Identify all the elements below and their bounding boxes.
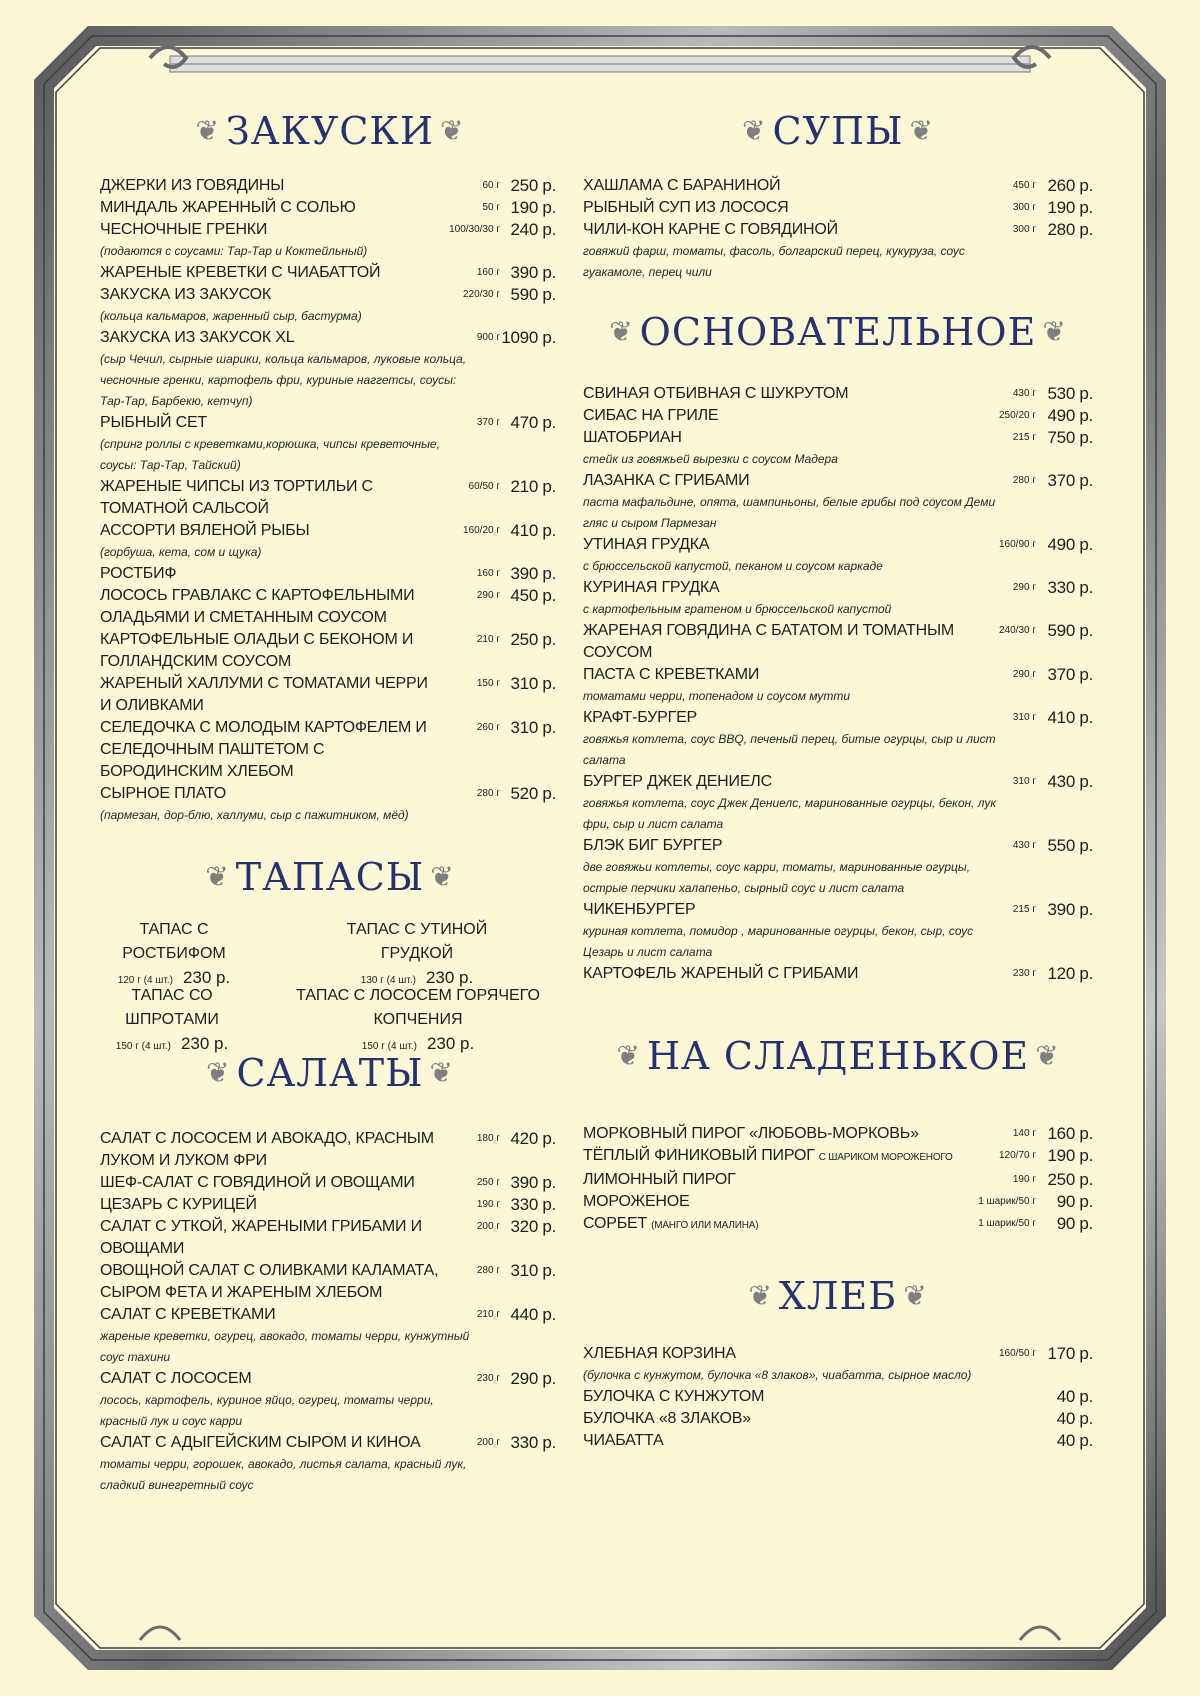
item-name <box>583 1386 1093 1408</box>
item-weight: 50 г <box>482 202 500 213</box>
item-name-text: САЛАТ С АДЫГЕЙСКИМ СЫРОМ И КИНОА <box>100 1434 421 1451</box>
menu-item <box>100 1432 560 1496</box>
item-weight: 310 г <box>1012 776 1036 787</box>
item-description: говяжий фарш, томаты, фасоль, болгарский перец, кукуруза, соус гуакамоле, перец чили <box>583 244 965 279</box>
hleb-list <box>583 1343 1093 1452</box>
menu-item <box>100 1304 560 1368</box>
menu-item <box>100 520 560 563</box>
item-name-text: ТЁПЛЫЙ ФИНИКОВЫЙ ПИРОГ <box>583 1147 815 1164</box>
item-weight: 280 г <box>1012 475 1036 486</box>
menu-item <box>100 783 560 826</box>
item-price: 260 р. <box>1047 176 1093 195</box>
item-price: 40 р. <box>1056 1387 1093 1406</box>
item-name-text: СИБАС НА ГРИЛЕ <box>583 407 719 424</box>
item-name-text: РЫБНЫЙ СУП ИЗ ЛОСОСЯ <box>583 199 789 216</box>
item-weight: 230 г <box>476 1373 500 1384</box>
item-price: 330 р. <box>510 1195 556 1214</box>
item-price: 390 р. <box>510 1173 556 1192</box>
ornament-icon: ❦ <box>742 114 767 147</box>
item-price: 280 р. <box>1047 220 1093 239</box>
item-weight: 290 г <box>1012 669 1036 680</box>
menu-item <box>583 427 1093 470</box>
ornament-icon: ❦ <box>909 114 934 147</box>
item-description: паста мафальдине, опята, шампиньоны, белые грибы под соусом Деми гляс и сыром Пармезан <box>583 495 996 530</box>
item-price: 240 р. <box>510 220 556 239</box>
item-price: 290 р. <box>510 1369 556 1388</box>
item-price: 370 р. <box>1047 665 1093 684</box>
item-name-text: ЛИМОННЫЙ ПИРОГ <box>583 1171 736 1188</box>
menu-item <box>100 629 560 673</box>
menu-item <box>583 577 1093 620</box>
item-weight: 150 г (4 шт.) <box>115 1041 171 1052</box>
item-name-text: ЖАРЕНЫЕ КРЕВЕТКИ С ЧИАБАТТОЙ <box>100 264 381 281</box>
item-weight: 310 г <box>1012 712 1036 723</box>
item-description: говяжья котлета, соус BBQ, печеный перец, битые огурцы, сыр и лист салата <box>583 732 996 767</box>
menu-item <box>100 1368 560 1432</box>
tapas-item <box>94 918 254 993</box>
item-name: ТАПАС С УТИНОЙ ГРУДКОЙ <box>346 921 488 962</box>
item-weight: 160/50 г <box>998 1348 1036 1359</box>
item-name-text: СЫРНОЕ ПЛАТО <box>100 785 227 802</box>
osnovatelnoe-list <box>583 383 1093 985</box>
item-weight: 300 г <box>1012 224 1036 235</box>
item-name-text: РЫБНЫЙ СЕТ <box>100 414 208 431</box>
item-name-text: ЖАРЕНЫЕ ЧИПСЫ ИЗ ТОРТИЛЬИ С ТОМАТНОЙ САЛЬСОЙ <box>100 478 373 517</box>
item-weight: 100/30/30 г <box>449 224 500 235</box>
item-name-text: ХЛЕБНАЯ КОРЗИНА <box>583 1345 736 1362</box>
item-description: куриная котлета, помидор , маринованные огурцы, бекон, сыр, соус Цезарь и лист салата <box>583 924 974 959</box>
item-description: (спринг роллы с креветками,корюшка, чипсы креветочные, соусы: Тар-Тар, Тайский) <box>100 437 440 472</box>
item-description: лосось, картофель, куриное яйцо, огурец, томаты черри, красный лук и соус карри <box>100 1393 434 1428</box>
item-weight: 200 г <box>476 1221 500 1232</box>
zakuski-list <box>100 175 560 826</box>
ornament-icon: ❦ <box>1035 1039 1060 1072</box>
item-description: томаты черри, горошек, авокадо, листья салата, красный лук, сладкий винегретный соус <box>100 1457 467 1492</box>
item-price: 160 р. <box>1047 1124 1093 1143</box>
menu-item <box>100 717 560 783</box>
item-name-text: БЛЭК БИГ БУРГЕР <box>583 837 723 854</box>
item-weight: 210 г <box>476 1309 500 1320</box>
item-name: ТАПАС С ЛОСОСЕМ ГОРЯЧЕГО КОПЧЕНИЯ <box>296 987 540 1028</box>
item-name-text: СОРБЕТ <box>583 1215 648 1232</box>
item-name-text: ШАТОБРИАН <box>583 429 682 446</box>
item-price: 590 р. <box>510 285 556 304</box>
section-heading-hleb: ❦ ХЛЕБ ❦ <box>748 1274 928 1318</box>
item-note: (МАНГО ИЛИ МАЛИНА) <box>651 1220 759 1231</box>
item-weight: 280 г <box>476 1265 500 1276</box>
item-weight: 60/50 г <box>468 481 500 492</box>
item-name-text: ЛАЗАНКА С ГРИБАМИ <box>583 472 750 489</box>
item-price: 370 р. <box>1047 471 1093 490</box>
menu-item <box>100 1260 560 1304</box>
item-description: жареные креветки, огурец, авокадо, томаты черри, кунжутный соус тахини <box>100 1329 470 1364</box>
item-name-text: СЕЛЕДОЧКА С МОЛОДЫМ КАРТОФЕЛЕМ И СЕЛЕДОЧНЫМ ПАШТЕТОМ С БОРОДИНСКИМ ХЛЕБОМ <box>100 719 427 780</box>
ornament-icon: ❦ <box>205 860 230 893</box>
item-price: 90 р. <box>1056 1192 1093 1211</box>
menu-item <box>583 620 1093 664</box>
item-description: с картофельным гратеном и брюссельской капустой <box>583 602 892 616</box>
menu-item <box>583 1343 1093 1386</box>
item-price: 40 р. <box>1056 1431 1093 1450</box>
item-price: 530 р. <box>1047 384 1093 403</box>
item-name-text: ЗАКУСКА ИЗ ЗАКУСОК XL <box>100 329 295 346</box>
item-price: 210 р. <box>510 477 556 496</box>
item-weight: 430 г <box>1012 388 1036 399</box>
item-name-text: ЗАКУСКА ИЗ ЗАКУСОК <box>100 286 271 303</box>
menu-item <box>583 383 1093 405</box>
item-name-text: ШЕФ-САЛАТ С ГОВЯДИНОЙ И ОВОЩАМИ <box>100 1174 415 1191</box>
item-weight: 120/70 г <box>998 1150 1036 1161</box>
item-weight: 240/30 г <box>998 625 1036 636</box>
right-column <box>583 100 1093 1452</box>
item-price: 90 р. <box>1056 1214 1093 1233</box>
tapasy-grid <box>100 918 560 1053</box>
menu-item <box>583 1386 1093 1408</box>
item-weight: 220/30 г <box>462 289 500 300</box>
item-weight: 250/20 г <box>998 410 1036 421</box>
item-name-text: ЧИАБАТТА <box>583 1432 664 1449</box>
menu-item <box>100 284 560 327</box>
item-name-text: КАРТОФЕЛЬ ЖАРЕНЫЙ С ГРИБАМИ <box>583 965 859 982</box>
menu-item <box>100 219 560 262</box>
menu-item <box>100 412 560 476</box>
ornament-icon: ❦ <box>429 1056 454 1089</box>
menu-item <box>583 707 1093 771</box>
item-price: 470 р. <box>510 413 556 432</box>
ornament-icon: ❦ <box>616 1039 641 1072</box>
item-weight: 300 г <box>1012 202 1036 213</box>
item-weight: 1 шарик/50 г <box>978 1196 1036 1207</box>
section-heading-tapasy: ❦ ТАПАСЫ ❦ <box>205 855 455 899</box>
item-name: ТАПАС С РОСТБИФОМ <box>122 921 226 962</box>
item-weight: 190 г <box>1012 1174 1036 1185</box>
item-weight: 160 г <box>476 267 500 278</box>
item-description: (горбуша, кета, сом и щука) <box>100 545 262 559</box>
item-weight: 160/90 г <box>998 539 1036 550</box>
item-name-text: ДЖЕРКИ ИЗ ГОВЯДИНЫ <box>100 177 285 194</box>
item-name-text: АССОРТИ ВЯЛЕНОЙ РЫБЫ <box>100 522 310 539</box>
menu-item <box>583 1123 1093 1145</box>
item-weight: 450 г <box>1012 180 1036 191</box>
menu-item <box>583 175 1093 197</box>
item-price: 250 р. <box>1047 1170 1093 1189</box>
menu-item <box>583 1145 1093 1169</box>
item-price: 490 р. <box>1047 535 1093 554</box>
item-name-text: ЧЕСНОЧНЫЕ ГРЕНКИ <box>100 221 268 238</box>
item-weight: 190 г <box>476 1199 500 1210</box>
item-description: (подаются с соусами: Тар-Тар и Коктейльный) <box>100 244 368 258</box>
menu-item <box>583 1213 1093 1237</box>
item-name-text: ЛОСОСЬ ГРАВЛАКС С КАРТОФЕЛЬНЫМИ ОЛАДЬЯМИ И СМЕТАННЫМ СОУСОМ <box>100 587 415 626</box>
item-price: 330 р. <box>510 1433 556 1452</box>
item-weight: 210 г <box>476 634 500 645</box>
menu-item <box>583 771 1093 835</box>
item-name-text: ПАСТА С КРЕВЕТКАМИ <box>583 666 760 683</box>
item-price: 250 р. <box>510 176 556 195</box>
menu-item <box>100 476 560 520</box>
item-price: 520 р. <box>510 784 556 803</box>
section-heading-salaty: ❦ САЛАТЫ ❦ <box>205 1051 454 1095</box>
item-weight: 140 г <box>1012 1128 1036 1139</box>
item-name-text: ЖАРЕНЫЙ ХАЛЛУМИ С ТОМАТАМИ ЧЕРРИ И ОЛИВКАМИ <box>100 675 428 714</box>
item-price: 230 р. <box>182 968 231 987</box>
item-weight: 290 г <box>1012 582 1036 593</box>
ornament-icon: ❦ <box>1042 315 1067 348</box>
item-price: 390 р. <box>510 263 556 282</box>
item-name-text: КАРТОФЕЛЬНЫЕ ОЛАДЬИ С БЕКОНОМ И ГОЛЛАНДСКИМ СОУСОМ <box>100 631 414 670</box>
ornament-icon: ❦ <box>205 1056 231 1089</box>
item-price: 1090 р. <box>501 328 556 347</box>
item-name-text: КУРИНАЯ ГРУДКА <box>583 579 720 596</box>
item-name-text: ЧИКЕНБУРГЕР <box>583 901 696 918</box>
item-description: (пармезан, дор-блю, халлуми, сыр с пажитником, мёд) <box>100 808 409 822</box>
item-name-text: ЦЕЗАРЬ С КУРИЦЕЙ <box>100 1196 257 1213</box>
menu-item <box>583 405 1093 427</box>
item-name-text: СВИНАЯ ОТБИВНАЯ С ШУКРУТОМ <box>583 385 849 402</box>
item-weight: 1 шарик/50 г <box>978 1218 1036 1229</box>
item-name-text: ОВОЩНОЙ САЛАТ С ОЛИВКАМИ КАЛАМАТА, СЫРОМ ФЕТА И ЖАРЕНЫМ ХЛЕБОМ <box>100 1262 439 1301</box>
item-price: 490 р. <box>1047 406 1093 425</box>
ornament-icon: ❦ <box>903 1279 928 1312</box>
section-heading-supy: ❦ СУПЫ ❦ <box>742 109 934 153</box>
item-name-text: МОРКОВНЫЙ ПИРОГ «ЛЮБОВЬ-МОРКОВЬ» <box>583 1125 919 1142</box>
menu-item <box>100 1194 560 1216</box>
menu-item <box>583 963 1093 985</box>
section-heading-sladenkoe: ❦ НА СЛАДЕНЬКОЕ ❦ <box>616 1034 1060 1078</box>
menu-item <box>583 1191 1093 1213</box>
item-weight: 150 г (4 шт.) <box>361 1041 417 1052</box>
menu-item <box>583 664 1093 707</box>
item-price: 430 р. <box>1047 772 1093 791</box>
item-price: 420 р. <box>510 1129 556 1148</box>
item-description: стейк из говяжьей вырезки с соусом Мадера <box>583 452 838 466</box>
item-price: 310 р. <box>510 1261 556 1280</box>
item-price: 230 р. <box>425 968 474 987</box>
item-price: 410 р. <box>510 521 556 540</box>
item-price: 310 р. <box>510 718 556 737</box>
item-name-text: ХАШЛАМА С БАРАНИНОЙ <box>583 177 781 194</box>
item-price: 390 р. <box>1047 900 1093 919</box>
menu-item <box>583 470 1093 534</box>
item-name-text: БУРГЕР ДЖЕК ДЕНИЕЛС <box>583 773 772 790</box>
item-price: 410 р. <box>1047 708 1093 727</box>
item-description: две говяжьи котлеты, соус карри, томаты, маринованные огурцы, острые перчики халапеньо, сырный соус и лист салата <box>583 860 971 895</box>
menu-item <box>100 197 560 219</box>
item-weight: 60 г <box>482 180 500 191</box>
menu-item <box>583 197 1093 219</box>
item-price: 310 р. <box>510 674 556 693</box>
menu-item <box>583 534 1093 577</box>
item-weight: 215 г <box>1012 432 1036 443</box>
sladenkoe-list <box>583 1123 1093 1237</box>
tapas-item <box>322 918 512 993</box>
item-price: 170 р. <box>1047 1344 1093 1363</box>
item-weight: 260 г <box>476 722 500 733</box>
item-price: 440 р. <box>510 1305 556 1324</box>
item-weight: 230 г <box>1012 968 1036 979</box>
item-weight: 200 г <box>476 1437 500 1448</box>
menu-item <box>100 563 560 585</box>
menu-item <box>583 899 1093 963</box>
item-price: 320 р. <box>510 1217 556 1236</box>
item-name-text: САЛАТ С ЛОСОСЕМ И АВОКАДО, КРАСНЫМ ЛУКОМ И ЛУКОМ ФРИ <box>100 1130 434 1169</box>
menu-item <box>100 175 560 197</box>
menu-item <box>100 1128 560 1172</box>
tapas-item <box>92 984 252 1059</box>
item-price: 190 р. <box>510 198 556 217</box>
item-price: 250 р. <box>510 630 556 649</box>
item-name-text: БУЛОЧКА «8 ЗЛАКОВ» <box>583 1410 751 1427</box>
item-weight: 280 г <box>476 788 500 799</box>
menu-item <box>100 327 560 412</box>
item-weight: 900 г <box>476 332 500 343</box>
ornament-icon: ❦ <box>430 860 455 893</box>
item-weight: 290 г <box>476 590 500 601</box>
menu-item <box>583 1430 1093 1452</box>
menu-item <box>100 262 560 284</box>
menu-item <box>583 835 1093 899</box>
menu-item <box>583 1169 1093 1191</box>
menu-item <box>583 1408 1093 1430</box>
item-name-text: МИНДАЛЬ ЖАРЕННЫЙ С СОЛЬЮ <box>100 199 356 216</box>
item-name-text: САЛАТ С УТКОЙ, ЖАРЕНЫМИ ГРИБАМИ И ОВОЩАМИ <box>100 1218 422 1257</box>
item-weight: 120 г (4 шт.) <box>117 975 173 986</box>
item-price: 230 р. <box>180 1034 229 1053</box>
ornament-icon: ❦ <box>195 114 221 147</box>
item-weight: 150 г <box>476 678 500 689</box>
item-price: 450 р. <box>510 586 556 605</box>
ornament-icon: ❦ <box>439 114 465 147</box>
item-weight: 215 г <box>1012 904 1036 915</box>
item-name <box>583 1408 1093 1430</box>
item-price: 190 р. <box>1047 1146 1093 1165</box>
item-price: 390 р. <box>510 564 556 583</box>
item-price: 590 р. <box>1047 621 1093 640</box>
section-heading-osnovatelnoe: ❦ ОСНОВАТЕЛЬНОЕ ❦ <box>609 310 1067 354</box>
section-heading-zakuski: ❦ ЗАКУСКИ ❦ <box>195 109 465 153</box>
tapas-item <box>278 984 558 1059</box>
ornament-icon: ❦ <box>748 1279 773 1312</box>
item-name: ТАПАС СО ШПРОТАМИ <box>125 987 219 1028</box>
item-price: 190 р. <box>1047 198 1093 217</box>
item-price: 120 р. <box>1047 964 1093 983</box>
item-name-text: ЖАРЕНАЯ ГОВЯДИНА С БАТАТОМ И ТОМАТНЫМ СОУСОМ <box>583 622 955 661</box>
menu-item <box>100 1216 560 1260</box>
item-weight: 130 г (4 шт.) <box>360 975 416 986</box>
item-weight: 370 г <box>476 417 500 428</box>
item-note: С ШАРИКОМ МОРОЖЕНОГО <box>818 1152 953 1163</box>
item-name-text: РОСТБИФ <box>100 565 177 582</box>
item-name-text: САЛАТ С КРЕВЕТКАМИ <box>100 1306 276 1323</box>
item-name-text: БУЛОЧКА С КУНЖУТОМ <box>583 1388 765 1405</box>
item-description: говяжья котлета, соус Джек Дениелс, маринованные огурцы, бекон, лук фри, сыр и лист салата <box>583 796 997 831</box>
item-price: 330 р. <box>1047 578 1093 597</box>
item-name <box>583 1430 1093 1452</box>
item-description: (сыр Чечил, сырные шарики, кольца кальмаров, луковые кольца, чесночные гренки, картофель фри, куриные наггетсы, соусы: Тар-Тар, Барбекю, кетчуп) <box>100 352 467 408</box>
item-weight: 160 г <box>476 568 500 579</box>
item-weight: 160/20 г <box>462 525 500 536</box>
menu-item <box>583 219 1093 283</box>
item-name-text: ЧИЛИ-КОН КАРНЕ С ГОВЯДИНОЙ <box>583 221 838 238</box>
item-description: с брюссельской капустой, пеканом и соусом каркаде <box>583 559 883 573</box>
item-price: 40 р. <box>1056 1409 1093 1428</box>
item-price: 550 р. <box>1047 836 1093 855</box>
item-price: 750 р. <box>1047 428 1093 447</box>
supy-list <box>583 175 1093 283</box>
ornament-icon: ❦ <box>609 315 634 348</box>
salaty-list <box>100 1128 560 1496</box>
item-price: 230 р. <box>426 1034 475 1053</box>
menu-item <box>100 585 560 629</box>
item-weight: 250 г <box>476 1177 500 1188</box>
menu-item <box>100 673 560 717</box>
item-name-text: КРАФТ-БУРГЕР <box>583 709 698 726</box>
item-description: (кольца кальмаров, жаренный сыр, бастурма) <box>100 309 362 323</box>
item-name-text: МОРОЖЕНОЕ <box>583 1193 690 1210</box>
item-description: томатами черри, топенадом и соусом мутти <box>583 689 851 703</box>
item-weight: 430 г <box>1012 840 1036 851</box>
item-name-text: САЛАТ С ЛОСОСЕМ <box>100 1370 252 1387</box>
left-column <box>100 100 560 1496</box>
item-name-text: УТИНАЯ ГРУДКА <box>583 536 710 553</box>
item-weight: 180 г <box>476 1133 500 1144</box>
item-description: (булочка с кунжутом, булочка «8 злаков», чиабатта, сырное масло) <box>583 1368 972 1382</box>
menu-item <box>100 1172 560 1194</box>
